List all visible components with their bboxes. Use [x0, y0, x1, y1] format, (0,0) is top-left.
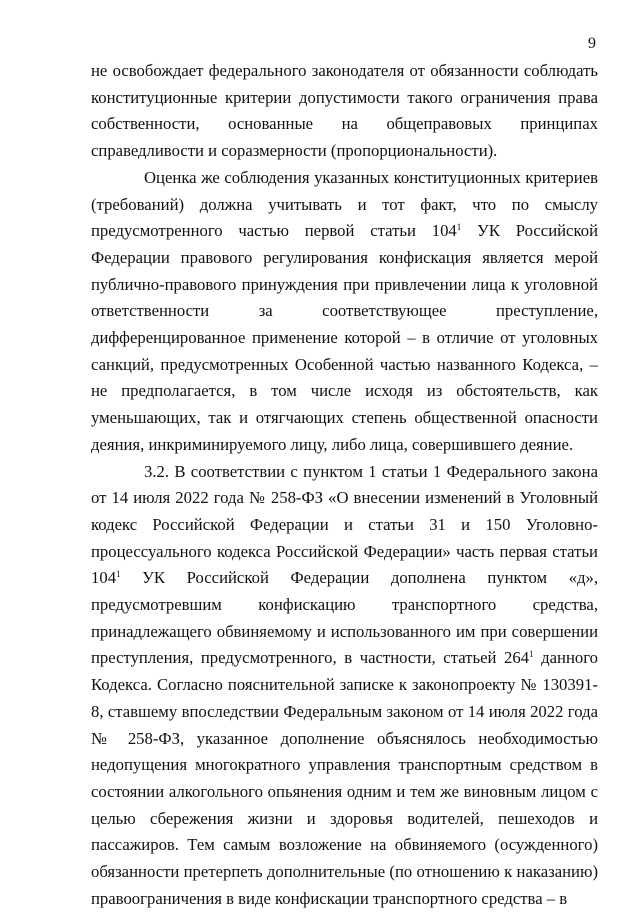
superscript: 1 — [116, 569, 121, 580]
paragraph-section-3-2 — [91, 459, 598, 913]
paragraph-text: УК Российской Федерации дополнена пунктом «д», предусмотревшим конфискацию транспортного средства, принадлежащего обвиняемому и использованного им при совершении преступления, предусмотренного, в частности, статьей 264 — [91, 568, 598, 668]
paragraph-text: не освобождает федерального законодателя от обязанности соблюдать конституционные критерии допустимости такого ограничения права собственности, основанные на общеправовых принципах справедливости и соразмерности (пропорциональности). — [91, 61, 598, 161]
superscript: 1 — [529, 649, 534, 660]
superscript: 1 — [456, 222, 462, 233]
paragraph-text: данного Кодекса. Согласно пояснительной записке к законопроекту № 130391-8, ставшему впоследствии Федеральным законом от 14 июля 2022 года № 258-ФЗ, указанное дополнение объяснялось необходимостью недопущения многократного управления транспортным средством в состоянии алкогольного опьянения одним и тем же виновным лицом с целью сбережения жизни и здоровья водителей, пешеходов и пассажиров. Тем самым возложение на обвиняемого (осужденного) обязанности претерпеть дополнительные (по отношению к наказанию) правоограничения в виде конфискации транспортного средства – в — [91, 648, 599, 908]
paragraph-text: Оценка же соблюдения указанных конституционных критериев (требований) должна учитывать и тот факт, что по смыслу предусмотренного частью первой статьи 104 — [91, 167, 598, 241]
page-number: 9 — [588, 35, 596, 52]
document-body — [91, 58, 598, 913]
paragraph-assessment — [91, 165, 598, 459]
paragraph-text: 3.2. В соответствии с пунктом 1 статьи 1 Федерального закона от 14 июля 2022 года № 258-ФЗ «О внесении изменений в Уголовный кодекс Российской Федерации и статьи 31 и 150 Уголовно-процессуального кодекса Российской Федерации» часть первая статьи 104 — [91, 461, 598, 588]
paragraph-text: УК Российской Федерации правового регулирования конфискация является мерой публично-правового принуждения при привлечении лица к уголовной ответственности за соответствующее преступление, дифференцированное применение которой – в отличие от уголовных санкций, предусмотренных Особенной частью названного Кодекса, – не предполагается, в том числе исходя из обстоятельств, как уменьшающих, так и отягчающих степень общественной опасности деяния, инкриминируемого лицу, либо лица, совершившего деяние. — [91, 221, 599, 454]
paragraph-continuation — [91, 58, 598, 165]
